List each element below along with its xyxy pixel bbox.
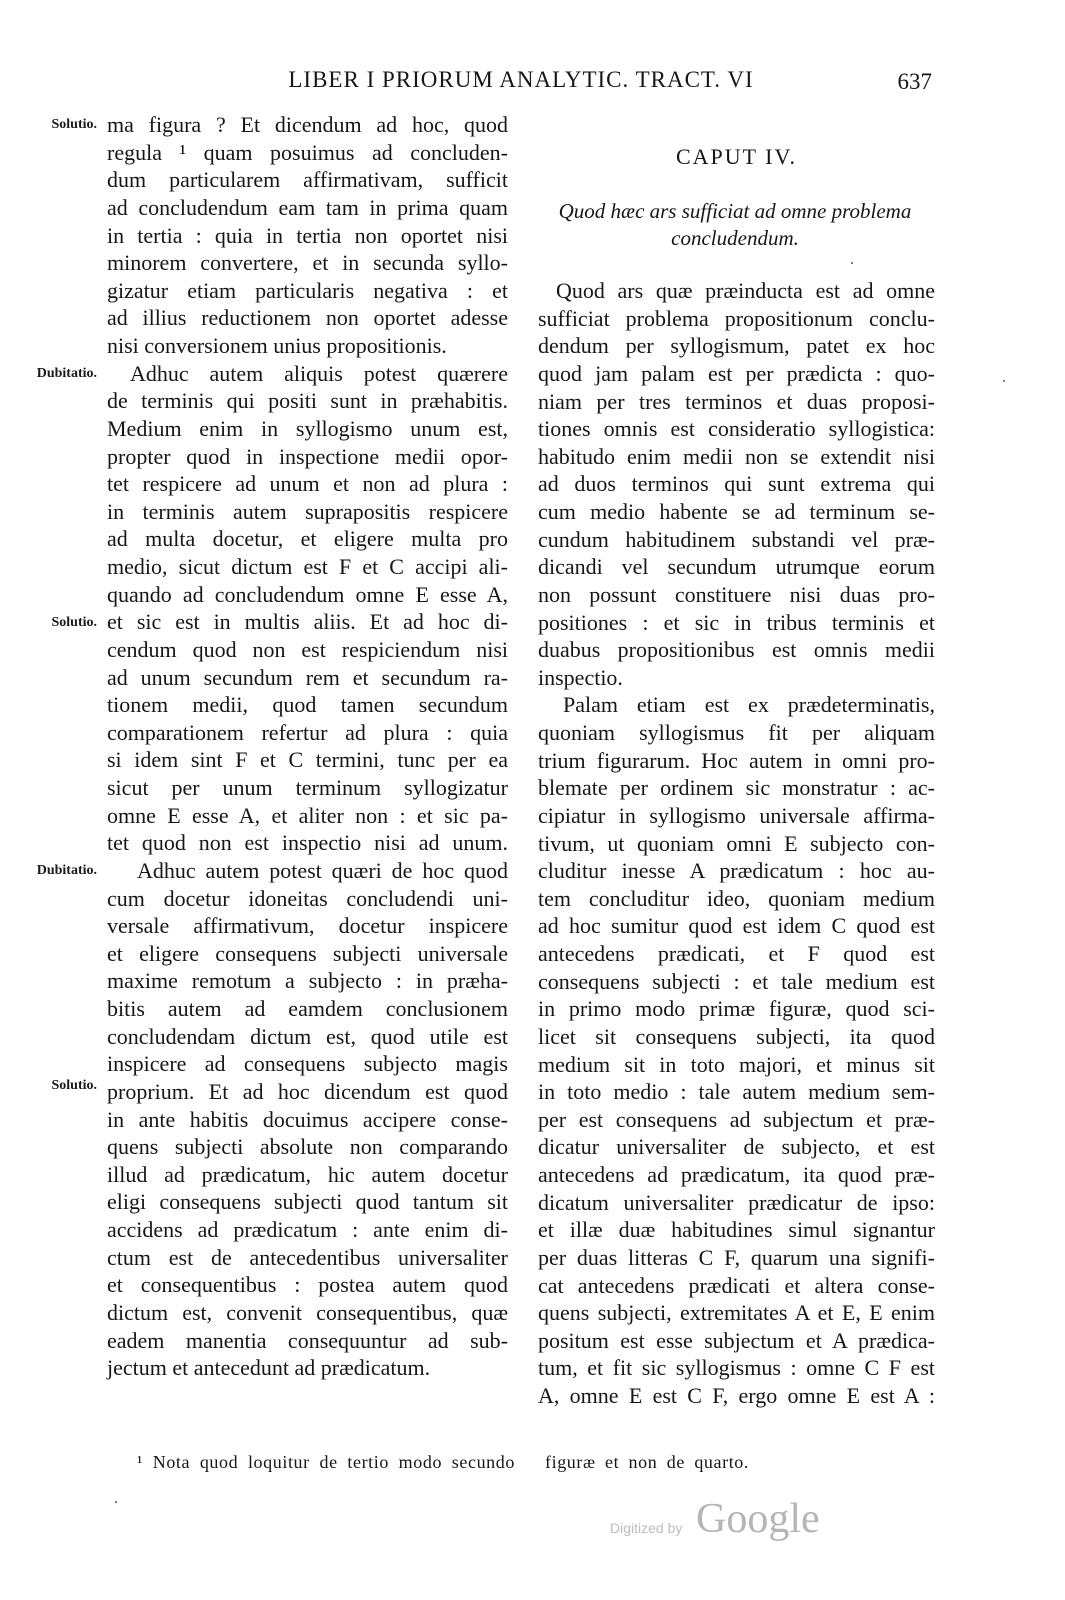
right-column-line: antecedens ad prædicatum, ita quod præ- xyxy=(538,1162,935,1187)
watermark-prefix: Digitized by xyxy=(610,1520,683,1536)
left-column-line: Medium enim in syllogismo unum est, xyxy=(107,415,508,441)
left-column-line: gizatur etiam particularis negativa : et xyxy=(107,277,508,303)
left-column-line: cum docetur idoneitas concludendi uni- xyxy=(107,885,508,911)
right-column-line: non possunt constituere nisi duas pro- xyxy=(538,581,935,607)
right-column-line: quod jam palam est per prædicta : quo- xyxy=(538,360,935,386)
left-column-line: in terminis autem suprapositis respicere xyxy=(107,498,508,524)
right-column-line: in toto medio : tale autem medium sem- xyxy=(538,1079,935,1105)
left-column-line: dictum est, convenit consequentibus, quæ xyxy=(107,1299,508,1325)
right-column-line: dendum per syllogismum, patet ex hoc xyxy=(538,333,935,359)
right-column-line: duabus propositionibus est omnis medii xyxy=(538,637,935,663)
right-column-line: habitudo enim medii non se extendit nisi xyxy=(538,443,935,469)
right-column-line: antecedens prædicati, et F quod est xyxy=(538,941,935,966)
left-column-line: tionem medii, quod tamen secundum xyxy=(107,692,508,718)
scan-speck xyxy=(851,262,853,264)
chapter-subtitle-line: Quod hæc ars sufficiat ad omne problema xyxy=(558,199,912,223)
left-column-line: eligi consequens subjecti quod tantum sit xyxy=(107,1189,508,1215)
left-column-line: medio, sicut dictum est F et C accipi ali- xyxy=(107,554,508,579)
margin-note-dubitatio: Dubitatio. xyxy=(36,365,97,381)
left-column-line: de terminis qui positi sunt in præhabitis. xyxy=(107,388,508,414)
left-column-line: in ante habitis docuimus accipere conse- xyxy=(107,1106,508,1132)
left-column-line: ad unum secundum rem et secundum ra- xyxy=(107,664,508,690)
left-column-line: eadem manentia consequuntur ad sub- xyxy=(107,1327,508,1353)
footnote-right: figuræ et non de quarto. xyxy=(545,1452,749,1472)
left-column-line: tet quod non est inspectio nisi ad unum. xyxy=(107,830,508,856)
right-column-line: licet sit consequens subjecti, ita quod xyxy=(538,1023,935,1049)
left-column-line: regula ¹ quam posuimus ad concluden- xyxy=(107,139,508,165)
scan-speck xyxy=(1003,380,1005,382)
right-column-line: tiones omnis est consideratio syllogistica: xyxy=(538,416,935,442)
right-column-line: dicatur universaliter de subjecto, et est xyxy=(538,1134,935,1160)
right-column-line: positum est esse subjectum et A prædica- xyxy=(538,1327,935,1353)
left-column-line: ad multa docetur, et eligere multa pro xyxy=(107,526,508,552)
right-column-line: ad duos terminos qui sunt extrema qui xyxy=(538,471,935,497)
right-column-line: Palam etiam est ex prædeterminatis, xyxy=(563,692,935,718)
margin-note-dubitatio: Dubitatio. xyxy=(36,863,97,879)
right-column-line: cundum habitudinem substandi vel præ- xyxy=(538,526,935,552)
left-column-line: quens subjecti absolute non comparando xyxy=(107,1134,508,1160)
right-column-line: cat antecedens prædicati et altera conse- xyxy=(538,1272,935,1298)
left-column-line: maxime remotum a subjecto : in præha- xyxy=(107,968,508,994)
right-column-line: medium sit in toto majori, et minus sit xyxy=(538,1051,935,1077)
left-column-line: tet respicere ad unum et non ad plura : xyxy=(107,471,508,497)
right-column-line: inspectio. xyxy=(538,664,623,690)
left-column-line: versale affirmativum, docetur inspicere xyxy=(107,913,508,939)
scan-speck xyxy=(115,1501,117,1503)
right-column-line: sufficiat problema propositionum conclu- xyxy=(538,305,935,331)
right-column-line: A, omne E est C F, ergo omne E est A : xyxy=(538,1383,935,1408)
left-column-line: nisi conversionem unius propositionis. xyxy=(107,333,447,358)
right-column-line: quens subjecti, extremitates A et E, E enim xyxy=(538,1300,935,1326)
left-column-line: ad illius reductionem non oportet adesse xyxy=(107,305,508,331)
left-column-line: cendum quod non est respiciendum nisi xyxy=(107,636,508,662)
left-column-line: sicut per unum terminum syllogizatur xyxy=(107,775,508,800)
watermark-logo: Google xyxy=(696,1496,820,1542)
left-column-line: et consequentibus : postea autem quod xyxy=(107,1272,508,1298)
left-column-line: ma figura ? Et dicendum ad hoc, quod xyxy=(107,112,508,137)
right-column-line: Quod ars quæ præinducta est ad omne xyxy=(556,278,935,303)
margin-note-solutio: Solutio. xyxy=(51,614,97,630)
right-column-line: positiones : et sic in tribus terminis et xyxy=(538,609,935,635)
left-column-line: concludendam dictum est, quod utile est xyxy=(107,1023,508,1049)
left-column-line: et sic est in multis aliis. Et ad hoc di- xyxy=(107,609,508,635)
margin-note-solutio: Solutio. xyxy=(51,1078,97,1093)
right-column-line: niam per tres terminos et duas proposi- xyxy=(538,388,935,414)
chapter-subtitle-line: concludendum. xyxy=(671,226,799,250)
page-number: 637 xyxy=(897,69,932,94)
footnote-left: ¹ Nota quod loquitur de tertio modo secundo xyxy=(137,1452,515,1472)
left-column-line: proprium. Et ad hoc dicendum est quod xyxy=(107,1078,508,1104)
right-column-line: tivum, ut quoniam omni E subjecto con- xyxy=(538,830,935,856)
right-column-line: tum, et fit sic syllogismus : omne C F est xyxy=(538,1355,935,1381)
left-column-line: omne E esse A, et aliter non : et sic pa- xyxy=(107,802,508,828)
left-column-line: bitis autem ad eamdem conclusionem xyxy=(107,996,508,1021)
right-column-line: consequens subjecti : et tale medium est xyxy=(538,968,935,994)
left-column-line: et eligere consequens subjecti universale xyxy=(107,940,508,966)
right-column xyxy=(538,277,935,1410)
left-column-line: ad concludendum eam tam in prima quam xyxy=(107,194,508,220)
left-column-line: accidens ad prædicatum : ante enim di- xyxy=(107,1217,508,1242)
left-column-line: in tertia : quia in tertia non oportet nisi xyxy=(107,222,508,248)
left-column-line: si idem sint F et C termini, tunc per ea xyxy=(107,747,508,773)
right-column-line: cum medio habente se ad terminum se- xyxy=(538,499,935,524)
left-column-line: quando ad concludendum omne E esse A, xyxy=(107,581,508,607)
right-column-line: in primo modo primæ figuræ, quod sci- xyxy=(538,996,935,1022)
left-column-line: jectum et antecedunt ad prædicatum. xyxy=(107,1355,431,1381)
right-column-line: tem concluditur ideo, quoniam medium xyxy=(538,885,935,911)
left-column-line: propter quod in inspectione medii opor- xyxy=(107,443,508,469)
left-column xyxy=(107,111,508,1382)
chapter-title: CAPUT IV. xyxy=(675,144,798,169)
margin-note-solutio: Solutio. xyxy=(51,117,97,132)
left-column-line: illud ad prædicatum, hic autem docetur xyxy=(107,1161,508,1187)
right-column-line: cluditur inesse A prædicatum : hoc au- xyxy=(538,858,935,884)
left-column-line: Adhuc autem aliquis potest quærere xyxy=(130,360,508,386)
right-column-line: cipiatur in syllogismo universale affirma- xyxy=(538,802,935,828)
left-column-line: Adhuc autem potest quæri de hoc quod xyxy=(137,857,508,883)
right-column-line: dicandi vel secundum utrumque eorum xyxy=(538,554,935,580)
right-column-line: ad hoc sumitur quod est idem C quod est xyxy=(538,913,935,939)
right-column-line: per duas litteras C F, quarum una signifi- xyxy=(538,1244,935,1270)
right-column-line: blemate per ordinem sic monstratur : ac- xyxy=(538,775,935,801)
left-column-line: comparationem refertur ad plura : quia xyxy=(107,719,508,745)
right-column-line: trium figurarum. Hoc autem in omni pro- xyxy=(538,747,935,773)
left-column-line: inspicere ad consequens subjecto magis xyxy=(107,1051,508,1077)
right-column-line: et illæ duæ habitudines simul signantur xyxy=(538,1217,935,1243)
right-column-line: per est consequens ad subjectum et præ- xyxy=(538,1106,935,1132)
right-column-line: quoniam syllogismus fit per aliquam xyxy=(538,720,935,745)
right-column-line: dicatum universaliter prædicatur de ipso: xyxy=(538,1189,935,1215)
left-column-line: minorem convertere, et in secunda syllo- xyxy=(107,250,508,276)
left-column-line: ctum est de antecedentibus universaliter xyxy=(107,1244,508,1270)
running-title: LIBER I PRIORUM ANALYTIC. TRACT. VI xyxy=(288,67,754,92)
left-column-line: dum particularem affirmativam, sufficit xyxy=(107,167,508,193)
